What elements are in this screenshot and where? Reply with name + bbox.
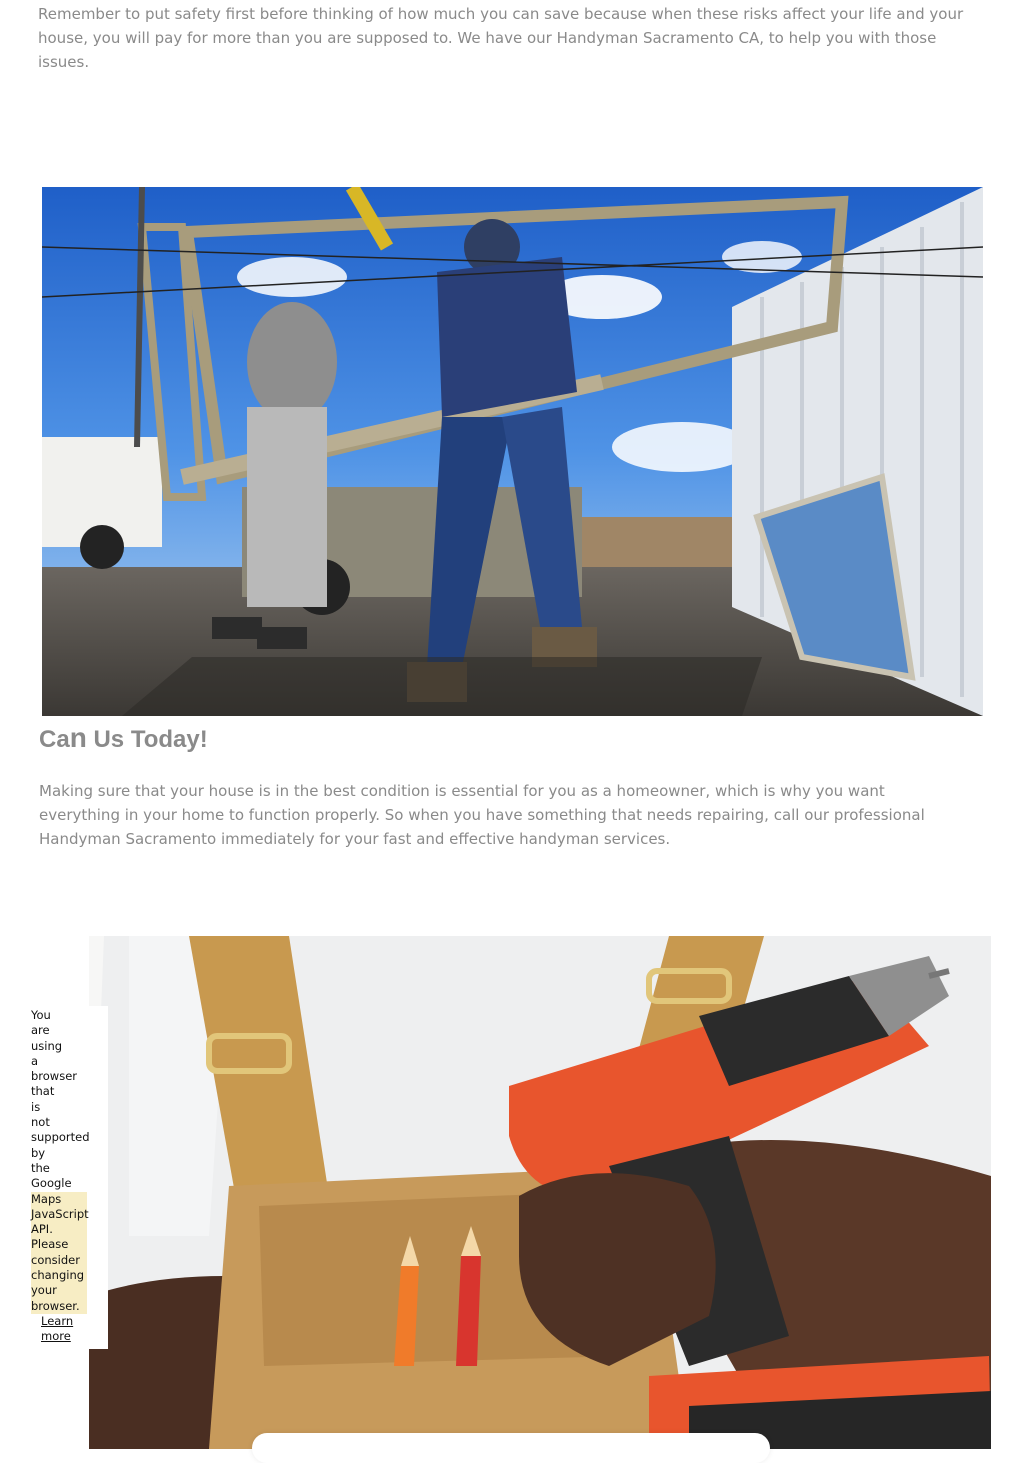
notice-word: not: [31, 1115, 50, 1130]
notice-word-highlighted: changing: [31, 1268, 87, 1283]
notice-word-highlighted: browser.: [31, 1299, 87, 1314]
intro-paragraph: Remember to put safety first before thinking of how much you can save because when these risks affect your life and your house, you will pay for more than you are supposed to. We have our Handyman Sacramento CA, to help you with those issues.: [38, 5, 964, 71]
notice-word: Google: [31, 1176, 72, 1191]
handyman-drill-photo: [89, 936, 991, 1449]
notice-word: are: [31, 1023, 50, 1038]
notice-word: using: [31, 1038, 63, 1053]
services-paragraph: Making sure that your house is in the best condition is essential for you as a homeowner, which is why you want everything in your home to function properly. So when you have something that needs repairing, call our professional Handyman Sacramento immediately for your fast and effective handyman services.: [39, 782, 925, 848]
notice-word-highlighted: JavaScript: [31, 1206, 89, 1221]
notice-word: a: [31, 1053, 39, 1068]
notice-word: is: [31, 1099, 41, 1114]
notice-word-highlighted: Maps: [31, 1192, 87, 1207]
heading-text-mid: n: [69, 722, 87, 753]
learn-more-link[interactable]: Learn more: [41, 1313, 74, 1344]
notice-word-highlighted: your: [31, 1283, 87, 1298]
bottom-card: [252, 1433, 770, 1463]
unsupported-browser-notice: [28, 1006, 108, 1349]
notice-word: You: [31, 1008, 51, 1022]
notice-word: by: [31, 1145, 46, 1160]
notice-word: supported: [31, 1130, 90, 1145]
notice-word: browser: [31, 1069, 78, 1084]
notice-word: the: [31, 1160, 50, 1175]
notice-word-highlighted: consider: [31, 1253, 87, 1268]
notice-word-highlighted: Please: [31, 1237, 87, 1252]
notice-word: that: [31, 1084, 55, 1099]
workers-window-photo: [42, 187, 983, 716]
notice-word-highlighted: API.: [31, 1222, 87, 1237]
call-us-heading: [39, 722, 208, 754]
heading-text-end: Us Today!: [86, 726, 208, 753]
heading-text-start: Ca: [39, 726, 70, 753]
